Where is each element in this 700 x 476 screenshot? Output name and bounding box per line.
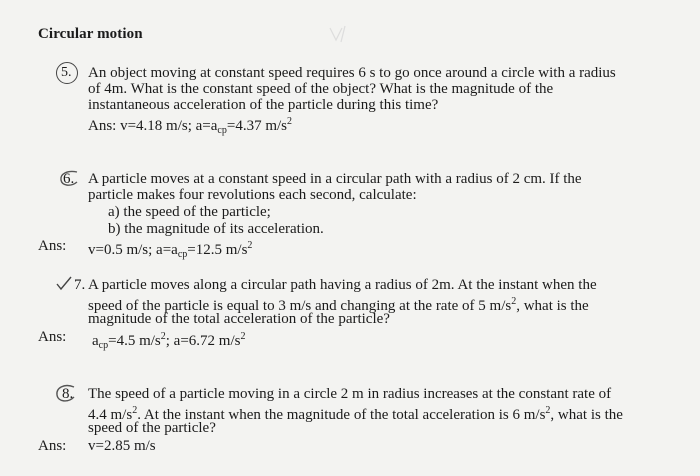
problem-text-line: a) the speed of the particle;	[108, 204, 271, 220]
problem-text-line: 4.4 $m/s^2$. At the instant when the magnitude of the total acceleration is 6 $m/s^2$, what is the	[88, 405, 623, 423]
answer-label: Ans:	[38, 329, 67, 345]
check-mark	[55, 275, 73, 291]
answer-text: v=0.5 m/s; $a=a_{cp}=12.5$ $m/s^2$	[88, 240, 253, 260]
answer-text: v=2.85 m/s	[88, 438, 156, 454]
problem-text-line: particle makes four revolutions each second, calculate:	[88, 187, 417, 203]
problem-text-line: A particle moves at a constant speed in a circular path with a radius of 2 cm. If the	[88, 171, 582, 187]
problem-text-line: magnitude of the total acceleration of the particle?	[88, 311, 390, 327]
problem-number: 6.	[63, 171, 75, 187]
problem-text-line: An object moving at constant speed requires 6 s to go once around a circle with a radius	[88, 65, 616, 81]
answer-line	[88, 114, 292, 139]
answer-label: Ans:	[38, 238, 67, 254]
problem-text-line: A particle moves along a circular path having a radius of 2m. At the instant when the	[88, 277, 597, 293]
problem-text-line: instantaneous acceleration of the particle during this time?	[88, 97, 439, 113]
problem-text-line: b) the magnitude of its acceleration.	[108, 221, 324, 237]
problem-text-line: The speed of a particle moving in a circle 2 m in radius increases at the constant rate of	[88, 386, 612, 402]
problem-number: 5.	[61, 65, 72, 80]
answer-label: Ans:	[38, 438, 67, 454]
problem-text-line: of 4m. What is the constant speed of the object? What is the magnitude of the	[88, 81, 554, 97]
problem-text-line: speed of the particle is equal to 3 m/s and changing at the rate of 5 $m/s^2$, what is the	[88, 296, 589, 314]
problem-number: 7.	[74, 277, 86, 293]
answer-label: Ans:	[88, 118, 117, 134]
answer-text: $a_{cp}=4.5$ $m/s^2$; a=6.72 $m/s^2$	[92, 331, 246, 351]
page-title: Circular motion	[38, 26, 143, 42]
problem-text-line: speed of the particle?	[88, 420, 216, 436]
problem-number: 8.	[62, 386, 74, 402]
answer-text: v=4.18 m/s; $a=a_{cp}=4.37$ $m/s^2$	[120, 116, 293, 136]
